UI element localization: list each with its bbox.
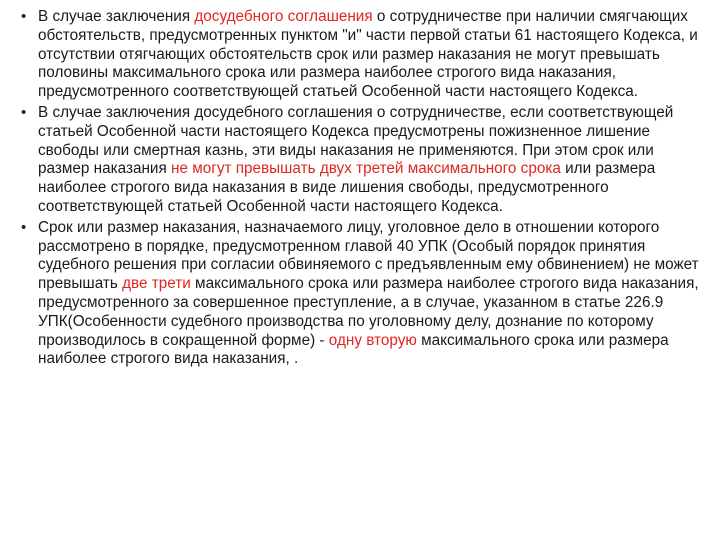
bullet-item-1 [38, 8, 702, 102]
bullet-1-text: В случае заключения [38, 8, 195, 25]
bullet-2-text: В случае заключения досудебного соглашения о сотрудничестве, если соответствующей статьей Особенной части настоящего Кодекса предусмотрены пожизненное лишение свободы или смертная казнь, эти виды наказания не применяются. При этом срок или размер наказания [38, 103, 674, 178]
bullet-item-3 [38, 219, 702, 369]
bullet-list [38, 8, 702, 369]
bullet-3-highlight: одну вторую [328, 331, 417, 349]
bullet-3-text: Срок или размер наказания, назначаемого лицу, уголовное дело в отношении которого рассмотрено в порядке, предусмотренном главой 40 УПК (Особый порядок принятия судебного решения при согласии обвиняемого с предъявленным ему обвинением) не может превышать [38, 218, 699, 293]
bullet-item-2 [38, 104, 702, 217]
bullet-3-text: максимального срока или размера наиболее строгого вида наказания, . [38, 331, 669, 368]
bullet-2-text: или размера наиболее строгого вида наказания в виде лишения свободы, предусмотренного соответствующей статьей Особенной части настоящего Кодекса. [38, 160, 656, 215]
bullet-3-highlight: две трети [122, 275, 191, 293]
bullet-1-highlight: досудебного соглашения [194, 8, 373, 25]
bullet-2-highlight: не могут превышать двух третей максимального срока [171, 160, 561, 178]
bullet-3-text: максимального срока или размера наиболее строгого вида наказания, предусмотренного за совершенное преступление, а в случае, указанном в статье 226.9 УПК(Особенности судебного производства по уголовному делу, дознание по которому производилось в сокращенной форме) - [38, 275, 699, 349]
bullet-1-text: о сотрудничестве при наличии смягчающих обстоятельств, предусмотренных пунктом "и" части первой статьи 61 настоящего Кодекса, и отсутствии отягчающих обстоятельств срок или размер наказания не могут превышать половины максимального срока или размера наиболее строгого вида наказания, предусмотренного соответствующей статьей Особенной части настоящего Кодекса. [38, 8, 698, 101]
